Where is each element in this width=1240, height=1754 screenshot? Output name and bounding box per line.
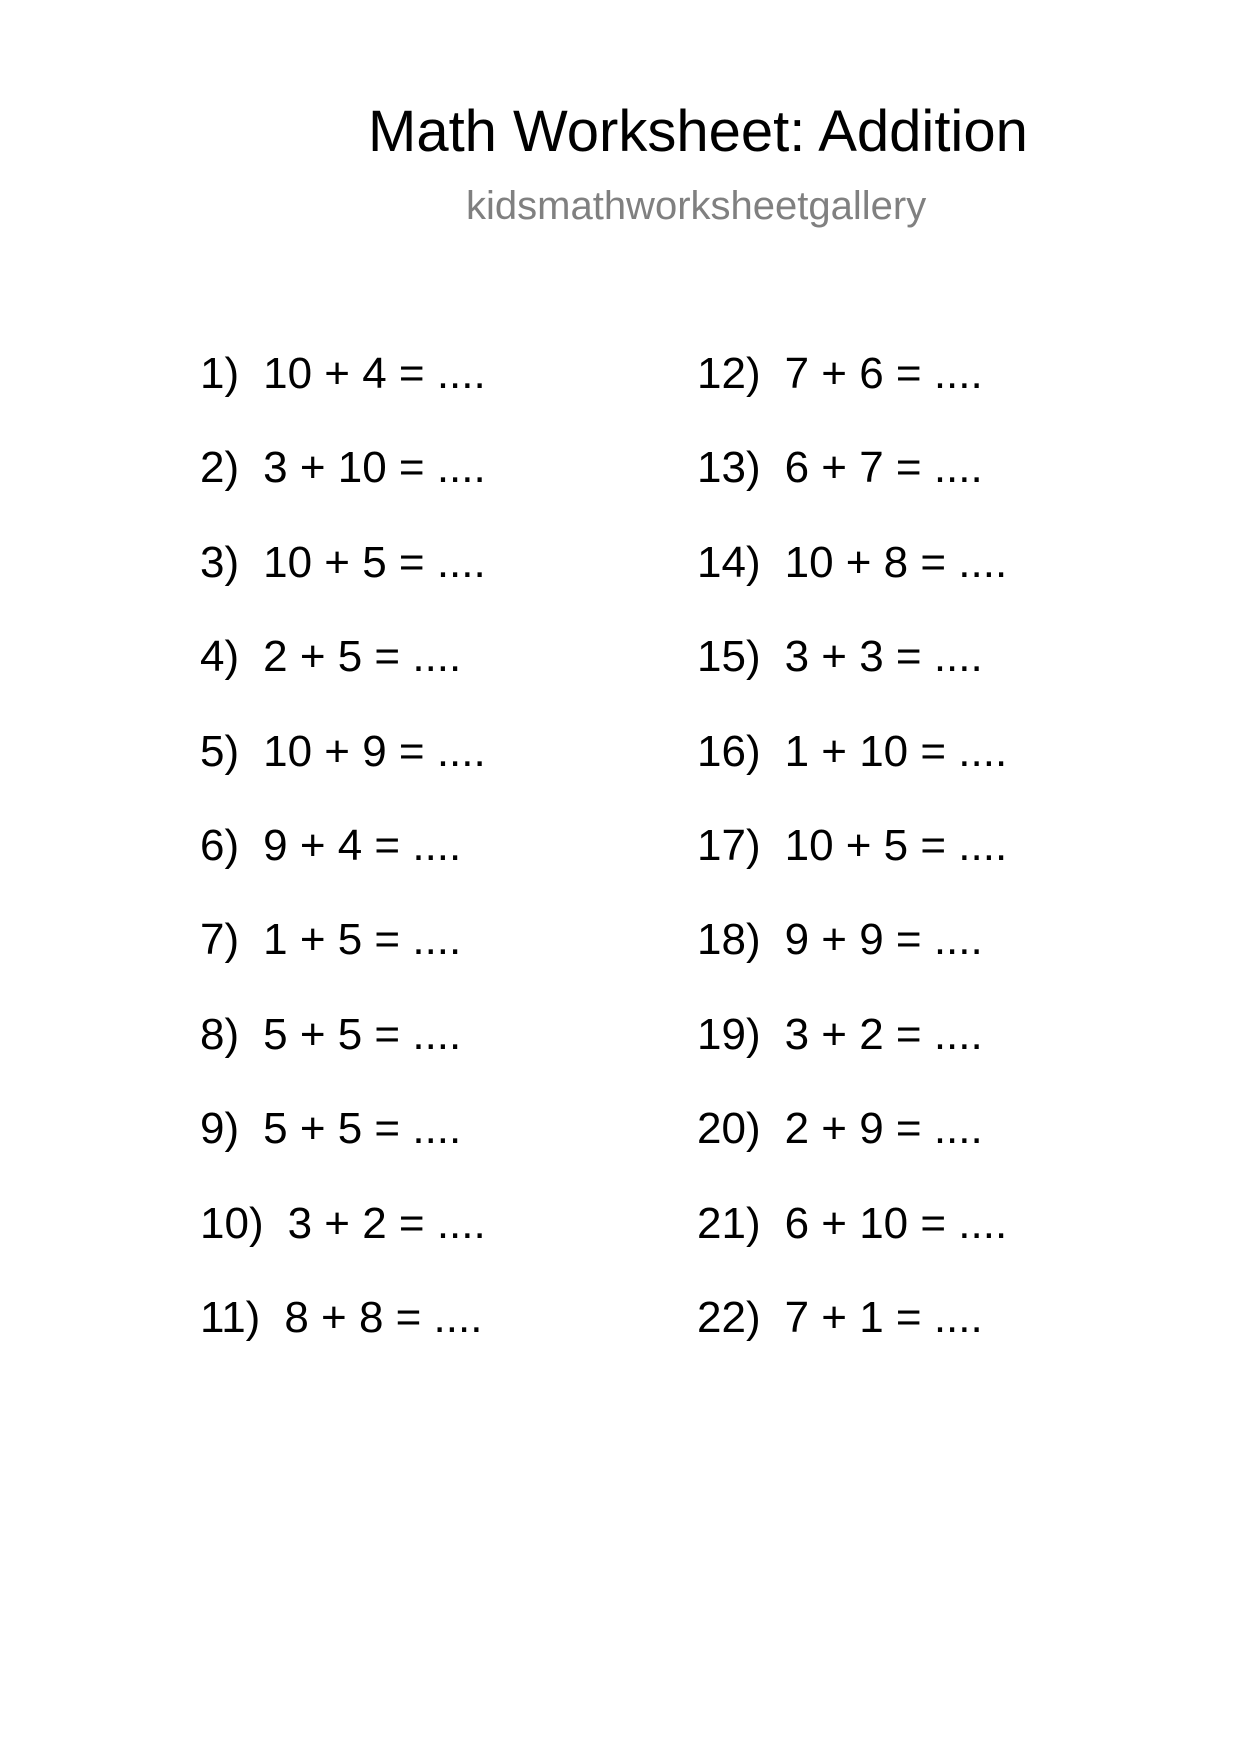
problem-item bbox=[697, 820, 1007, 914]
problem-expression: 5 + 5 = .... bbox=[263, 1104, 462, 1154]
problem-expression: 2 + 9 = .... bbox=[784, 1104, 983, 1154]
problem-expression: 7 + 1 = .... bbox=[784, 1292, 983, 1342]
problem-item bbox=[697, 726, 1007, 820]
problem-expression: 9 + 4 = .... bbox=[263, 820, 462, 870]
problem-number: 21) bbox=[697, 1198, 761, 1248]
problem-expression: 3 + 3 = .... bbox=[784, 632, 983, 682]
problem-expression: 1 + 5 = .... bbox=[263, 915, 462, 965]
problem-expression: 3 + 2 = .... bbox=[784, 1009, 983, 1059]
problem-expression: 3 + 10 = .... bbox=[263, 443, 486, 493]
problem-item bbox=[697, 1292, 1007, 1386]
problem-number: 17) bbox=[697, 820, 761, 870]
problem-number: 18) bbox=[697, 915, 761, 965]
problem-item bbox=[200, 1103, 486, 1197]
problem-item bbox=[200, 348, 486, 442]
problem-item bbox=[697, 348, 1007, 442]
problem-number: 6) bbox=[200, 820, 240, 870]
problem-item bbox=[697, 914, 1007, 1008]
problem-number: 13) bbox=[697, 443, 761, 493]
problem-item bbox=[200, 914, 486, 1008]
problem-item bbox=[200, 1198, 486, 1292]
problem-item bbox=[200, 1009, 486, 1103]
problem-item bbox=[697, 1103, 1007, 1197]
problem-item bbox=[200, 442, 486, 536]
problem-number: 20) bbox=[697, 1104, 761, 1154]
problem-expression: 8 + 8 = .... bbox=[284, 1292, 483, 1342]
problem-item bbox=[697, 1198, 1007, 1292]
problem-expression: 10 + 5 = .... bbox=[263, 537, 486, 587]
problem-number: 16) bbox=[697, 726, 761, 776]
problem-expression: 6 + 7 = .... bbox=[784, 443, 983, 493]
problem-number: 5) bbox=[200, 726, 240, 776]
problem-number: 1) bbox=[200, 349, 240, 398]
problem-list-left bbox=[200, 348, 486, 1386]
problem-item bbox=[200, 537, 486, 631]
problem-number: 10) bbox=[200, 1198, 264, 1248]
problem-expression: 3 + 2 = .... bbox=[287, 1198, 486, 1248]
problem-list-right bbox=[697, 348, 1007, 1386]
problem-number: 12) bbox=[697, 349, 761, 398]
problem-expression: 10 + 8 = .... bbox=[784, 537, 1008, 587]
problem-expression: 5 + 5 = .... bbox=[263, 1009, 462, 1059]
problem-expression: 10 + 4 = .... bbox=[263, 349, 486, 398]
problem-item bbox=[697, 442, 1007, 536]
problem-number: 7) bbox=[200, 915, 240, 965]
problem-expression: 7 + 6 = .... bbox=[784, 349, 983, 398]
problem-number: 4) bbox=[200, 632, 240, 682]
problem-item bbox=[200, 1292, 486, 1386]
worksheet-title: Math Worksheet: Addition bbox=[368, 99, 1028, 164]
problem-expression: 10 + 9 = .... bbox=[263, 726, 486, 776]
problem-item bbox=[200, 631, 486, 725]
problem-number: 2) bbox=[200, 443, 240, 493]
problem-expression: 2 + 5 = .... bbox=[263, 632, 462, 682]
problem-expression: 1 + 10 = .... bbox=[784, 726, 1008, 776]
problem-item bbox=[697, 631, 1007, 725]
problem-item bbox=[200, 726, 486, 820]
problem-item bbox=[697, 1009, 1007, 1103]
problem-item bbox=[200, 820, 486, 914]
problem-expression: 9 + 9 = .... bbox=[784, 915, 983, 965]
problem-number: 14) bbox=[697, 537, 761, 587]
problem-number: 11) bbox=[200, 1292, 261, 1342]
problem-number: 22) bbox=[697, 1292, 761, 1342]
problem-item bbox=[697, 537, 1007, 631]
problem-number: 19) bbox=[697, 1009, 761, 1059]
problem-number: 9) bbox=[200, 1104, 240, 1154]
problem-expression: 6 + 10 = .... bbox=[784, 1198, 1008, 1248]
problem-number: 8) bbox=[200, 1009, 240, 1059]
problem-number: 15) bbox=[697, 632, 761, 682]
problem-number: 3) bbox=[200, 537, 240, 587]
worksheet-source: kidsmathworksheetgallery bbox=[466, 184, 927, 228]
problem-expression: 10 + 5 = .... bbox=[784, 820, 1008, 870]
